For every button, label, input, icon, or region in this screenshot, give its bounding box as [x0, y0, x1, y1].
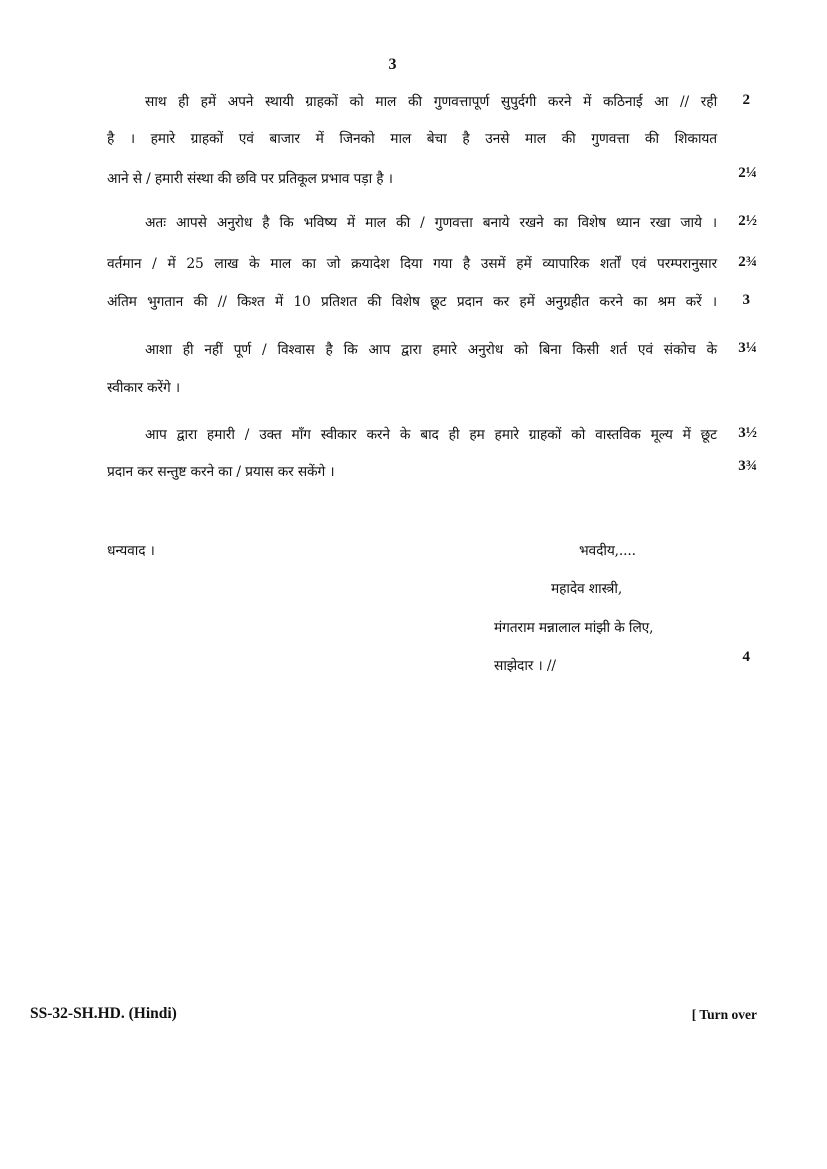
mark-2-three-quarter: 2¾	[738, 254, 757, 270]
signatory-name: महादेव शास्त्री,	[551, 581, 623, 597]
paragraph-4-line-1: आप द्वारा हमारी / उक्त माँग स्वीकार करने के बाद ही हम हमारे ग्राहकों को वास्तविक मूल्य में छूट	[145, 427, 717, 443]
paragraph-3-line-2: स्वीकार करेंगे ।	[107, 380, 180, 396]
mark-2: 2	[742, 92, 750, 108]
paragraph-1-line-1: साथ ही हमें अपने स्थायी ग्राहकों को माल की गुणवत्तापूर्ण सुपुर्दगी करने में कठिनाई आ // रही	[145, 94, 717, 110]
closing-thanks: धन्यवाद ।	[107, 543, 155, 559]
mark-3-quarter: 3¼	[738, 340, 757, 356]
paragraph-2-line-1: अतः आपसे अनुरोध है कि भविष्य में माल की / गुणवत्ता बनाये रखने का विशेष ध्यान रखा जाये ।	[145, 215, 717, 231]
mark-3: 3	[742, 292, 750, 308]
mark-2-half: 2½	[738, 213, 757, 229]
signatory-firm: मंगतराम मन्नालाल मांझी के लिए,	[494, 620, 654, 636]
mark-2-quarter: 2¼	[738, 165, 757, 181]
paragraph-2-line-3: अंतिम भुगतान की // किश्त में 10 प्रतिशत की विशेष छूट प्रदान कर हमें अनुग्रहीत करने का श्रम करें ।	[107, 294, 717, 310]
mark-4: 4	[742, 649, 750, 665]
mark-3-half: 3½	[738, 425, 757, 441]
mark-3-three-quarter: 3¾	[738, 458, 757, 474]
signatory-designation: साझेदार । //	[494, 658, 556, 674]
closing-yours: भवदीय,....	[579, 543, 636, 559]
page-number: 3	[388, 56, 397, 73]
paragraph-3-line-1: आशा ही नहीं पूर्ण / विश्वास है कि आप द्वारा हमारे अनुरोध को बिना किसी शर्त एवं संकोच के	[145, 342, 717, 358]
paragraph-1-line-2: है । हमारे ग्राहकों एवं बाजार में जिनको माल बेचा है उनसे माल की गुणवत्ता की शिकायत	[107, 131, 717, 147]
turn-over-note: [ Turn over	[691, 1007, 757, 1022]
paragraph-2-line-2: वर्तमान / में 25 लाख के माल का जो क्रयादेश दिया गया है उसमें हमें व्यापारिक शर्तों एवं परम्परानुसार	[107, 256, 717, 272]
paper-code: SS-32-SH.HD. (Hindi)	[30, 1005, 177, 1022]
paragraph-4-line-2: प्रदान कर सन्तुष्ट करने का / प्रयास कर सकेंगे ।	[107, 464, 335, 480]
paragraph-1-line-3: आने से / हमारी संस्था की छवि पर प्रतिकूल प्रभाव पड़ा है ।	[107, 171, 393, 187]
